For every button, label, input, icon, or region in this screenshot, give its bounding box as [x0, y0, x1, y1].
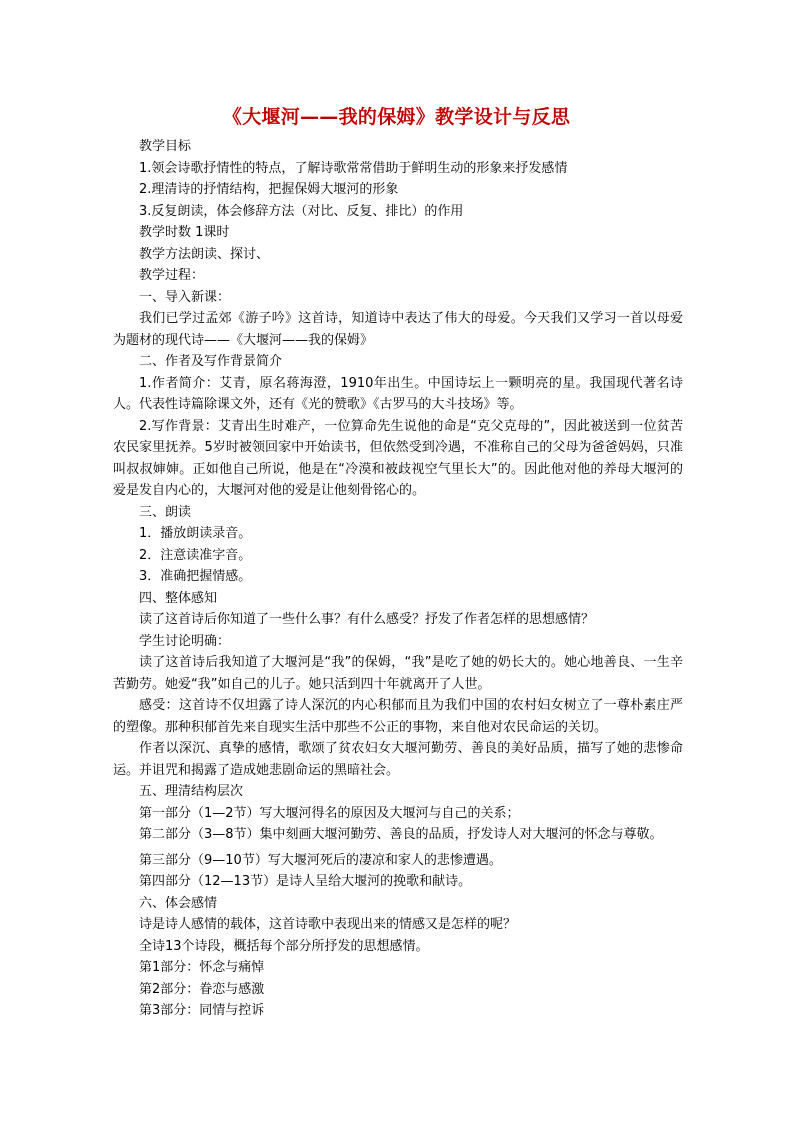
paragraph-author-intro: 1.作者简介：艾青，原名蒋海澄，1910年出生。中国诗坛上一颗明亮的星。我国现代著名诗人。代表性诗篇除课文外，还有《光的赞歌》《古罗马的大斗技场》等。: [113, 375, 683, 412]
objective-3: 3.反复朗读，体会修辞方法（对比、反复、排比）的作用: [139, 203, 464, 219]
emotion-part-3: 第3部分：同情与控诉: [139, 1003, 265, 1018]
heading-introduction: 一、导入新课：: [139, 289, 231, 305]
structure-part-1: 第一部分（1—2节）写大堰河得名的原因及大堰河与自己的关系；: [139, 805, 520, 821]
paragraph-theme: 作者以深沉、真挚的感情，歌颂了贫农妇女大堰河勤劳、善良的美好品质，描写了她的悲惨命运。并诅咒和揭露了造成她悲剧命运的黑暗社会。: [113, 741, 683, 778]
objective-1: 1.领会诗歌抒情性的特点，了解诗歌常常借助于鲜明生动的形象来抒发感情: [139, 160, 568, 176]
section-heading-process: 教学过程：: [139, 268, 205, 283]
class-hours: 教学时数 1课时: [139, 225, 230, 240]
emotion-part-2: 第2部分：眷恋与感激: [139, 981, 265, 997]
reading-step-1: 1．播放朗读录音。: [139, 526, 252, 541]
emotion-part-1: 第1部分：怀念与痛悼: [139, 960, 265, 975]
teaching-methods: 教学方法朗读、探讨、: [139, 246, 270, 262]
document-title: 《大堰河——我的保姆》教学设计与反思: [222, 106, 571, 128]
objective-2: 2.理清诗的抒情结构，把握保姆大堰河的形象: [139, 182, 399, 197]
heading-author-background: 二、作者及写作背景简介: [139, 354, 283, 369]
instruction-emotion: 全诗13个诗段，概括每个部分所抒发的思想感情。: [139, 938, 429, 954]
reading-step-2: 2．注意读准字音。: [139, 547, 252, 563]
student-discussion: 学生讨论明确：: [139, 633, 231, 649]
document-body: [113, 136, 683, 1022]
heading-reading: 三、朗读: [139, 504, 192, 520]
paragraph-understanding: 读了这首诗后我知道了大堰河是“我”的保姆，“我”是吃了她的奶长大的。她心地善良、一生辛苦勤劳。她爱“我”如自己的儿子。她只活到四十年就离开了人世。: [113, 655, 683, 692]
question-overall: 读了这首诗后你知道了一些什么事？有什么感受？抒发了作者怎样的思想感情？: [139, 612, 595, 627]
question-emotion: 诗是诗人感情的载体，这首诗歌中表现出来的情感又是怎样的呢？: [139, 917, 517, 932]
heading-emotion: 六、体会感情: [139, 895, 218, 911]
structure-part-3: 第三部分（9—10节）写大堰河死后的凄凉和家人的悲惨遭遇。: [139, 852, 502, 868]
paragraph-writing-background: 2.写作背景：艾青出生时难产，一位算命先生说他的命是“克父克母的”，因此被送到一位贫苦农民家里抚养。5岁时被领回家中开始读书，但依然受到冷遇，不准称自己的父母为爸爸妈妈，只准叫叔叔婶婶。正如他自己所说，他是在“冷漠和被歧视空气里长大”的。因此他对他的养母大堰河的爱是发自内心的，大堰河对他的爱是让他刻骨铭心的。: [113, 418, 683, 498]
structure-part-4: 第四部分（12—13节）是诗人呈给大堰河的挽歌和献诗。: [139, 874, 472, 889]
paragraph-feeling: 感受：这首诗不仅坦露了诗人深沉的内心积郁而且为我们中国的农村妇女树立了一尊朴素庄严的塑像。那种积郁首先来自现实生活中那些不公正的事物，来自他对农民命运的关切。: [113, 698, 683, 735]
section-heading-objectives: 教学目标: [139, 139, 192, 154]
paragraph-introduction: 我们已学过孟郊《游子吟》这首诗，知道诗中表达了伟大的母爱。今天我们又学习一首以母爱为题材的现代诗——《大堰河——我的保姆》: [113, 311, 683, 348]
heading-overall-perception: 四、整体感知: [139, 590, 218, 606]
structure-part-2: 第二部分（3—8节）集中刻画大堰河勤劳、善良的品质，抒发诗人对大堰河的怀念与尊敬。: [139, 827, 663, 842]
reading-step-3: 3．准确把握情感。: [139, 569, 252, 584]
heading-structure: 五、理清结构层次: [139, 784, 244, 799]
